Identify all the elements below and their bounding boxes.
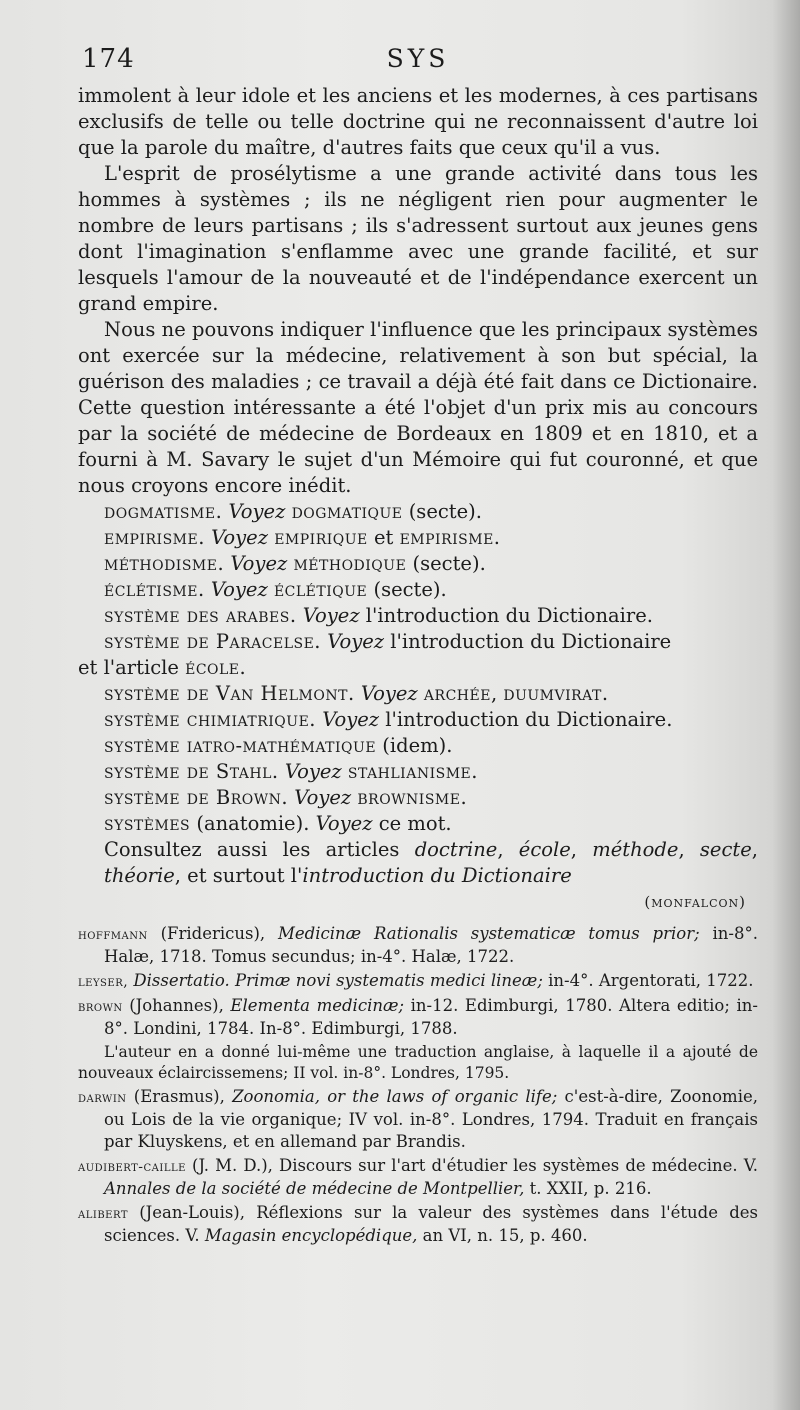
xref-target: stahlianisme. <box>347 760 478 783</box>
separator: , <box>678 838 700 861</box>
bib-text: (Fridericus), <box>147 924 278 943</box>
xref-voyez: Voyez <box>294 786 352 809</box>
bib-text: (J. M. D.), Discours sur l'art d'étudier les systèmes de médecine. V. <box>185 1156 758 1175</box>
bib-rest: t. XXII, p. 216. <box>524 1179 652 1198</box>
bib-entry-hoffmann <box>78 923 758 968</box>
bib-author: leyser, <box>78 974 129 990</box>
xref-voyez: Voyez <box>211 526 268 549</box>
xref-rest: (secte). <box>367 578 447 601</box>
bib-rest: an VI, n. 15, p. 460. <box>417 1226 588 1245</box>
paragraph-2: L'esprit de prosélytisme a une grande activité dans tous les hommes à systèmes ; ils ne négligent rien pour augmenter le nombre de leurs partisans ; ils s'adressent surtout aux jeunes gens dont l'imagination s'enflamme avec une grande facilité, et sur lesquels l'amour de la nouveauté et de l'indépendance exercent un grand empire. <box>78 162 758 315</box>
xref-rest: l'introduction du Dictionaire <box>384 630 672 653</box>
xref-target-2: empirisme. <box>399 526 501 549</box>
xref-rest: (secte). <box>406 552 486 575</box>
xref-term: empirisme. <box>104 526 205 549</box>
bib-title: Zoonomia, or the laws of organic life; <box>232 1087 558 1106</box>
bib-entry-darwin <box>78 1086 758 1153</box>
separator: , et surtout l' <box>174 864 303 887</box>
xref-term: système de Brown. <box>104 786 289 809</box>
xref-rest: et <box>367 526 400 549</box>
bib-author: hoffmann <box>78 927 148 943</box>
xref-term: système de Stahl. <box>104 760 279 783</box>
bib-rest: c'est-à-dire, Zoonomie, ou Lois de la vie organique; IV vol. in-8°. Londres, 1794. Traduit en français par Kluyskens, et en allemand par Brandis. <box>104 1087 758 1151</box>
xref-paracelse <box>78 629 758 655</box>
xref-voyez: Voyez <box>302 604 360 627</box>
xref-rest: l'introduction du Dictionaire. <box>379 708 673 731</box>
page-body <box>78 83 758 1249</box>
xref-term: système chimiatrique. <box>104 708 316 731</box>
running-head: SYS <box>386 44 450 73</box>
xref-methodisme <box>78 551 758 577</box>
xref-rest: , <box>490 682 504 705</box>
xref-term: système de Van Helmont. <box>104 682 355 705</box>
xref-target: dogmatique <box>291 500 403 523</box>
bib-author: brown <box>78 999 123 1015</box>
xref-target: archée <box>423 682 491 705</box>
bib-rest: in-12. Edimburgi, 1780. Altera editio; in-8°. Londini, 1784. In-8°. Edimburgi, 1788. <box>104 996 758 1038</box>
bib-title: Magasin encyclopédique, <box>204 1226 418 1245</box>
xref-term: méthodisme. <box>104 552 225 575</box>
xref-cont-pre: et l'article <box>78 656 186 679</box>
separator: , <box>570 838 593 861</box>
xref-rest: (idem). <box>376 734 453 757</box>
page-edge-shadow <box>772 0 800 1410</box>
xref-voyez: Voyez <box>228 500 286 523</box>
bib-note-brown: L'auteur en a donné lui-même une traduction anglaise, à laquelle il a ajouté de nouveaux éclaircissemens; II vol. in-8°. Londres, 1795. <box>78 1043 758 1082</box>
consultez-paragraph <box>78 837 758 889</box>
xref-arabes <box>78 603 758 629</box>
consultez-lead: Consultez aussi les articles <box>104 838 415 861</box>
xref-stahl <box>78 759 758 785</box>
separator: , <box>497 838 519 861</box>
bibliography <box>78 923 758 1247</box>
bib-entry-audibert-caille <box>78 1155 758 1200</box>
xref-voyez: Voyez <box>284 760 342 783</box>
bib-author: audibert-caille <box>78 1159 186 1175</box>
xref-rest: (anatomie). <box>190 812 310 835</box>
article-doctrine: doctrine <box>414 838 498 861</box>
bib-author: darwin <box>78 1090 127 1106</box>
bib-title: Elementa medicinæ; <box>230 996 405 1015</box>
xref-cont-term: école. <box>185 656 247 679</box>
author-signature: (monfalcon) <box>644 893 746 911</box>
xref-rest: l'introduction du Dictionaire. <box>359 604 653 627</box>
xref-term: dogmatisme. <box>104 500 223 523</box>
bib-title: Medicinæ Rationalis systematicæ tomus prior; <box>278 924 700 943</box>
bib-entry-brown <box>78 995 758 1040</box>
separator: , <box>751 838 758 861</box>
xref-anatomie <box>78 811 758 837</box>
paragraph-3: Nous ne pouvons indiquer l'influence que les principaux systèmes ont exercée sur la médecine, relativement à son but spécial, la guérison des maladies ; ce travail a déjà été fait dans ce Dictionaire. Cette question intéressante a été l'objet d'un prix mis au concours par la société de médecine de Bordeaux en 1809 et en 1810, et a fourni à M. Savary le sujet d'un Mémoire qui fut couronné, et que nous croyons encore inédit. <box>78 318 758 497</box>
xref-target: empirique <box>274 526 368 549</box>
bib-rest: in-8°. Halæ, 1718. Tomus secundus; in-4°. Halæ, 1722. <box>104 924 758 966</box>
bib-text: (Erasmus), <box>126 1087 233 1106</box>
article-methode: méthode <box>592 838 679 861</box>
xref-target: brownisme. <box>357 786 468 809</box>
xref-target: méthodique <box>293 552 407 575</box>
xref-empirisme <box>78 525 758 551</box>
page-number: 174 <box>82 44 135 74</box>
bib-title: Annales de la société de médecine de Montpellier, <box>104 1179 525 1198</box>
xref-chimiatrique <box>78 707 758 733</box>
xref-term: systèmes <box>104 812 191 835</box>
page-header <box>82 44 754 80</box>
xref-voyez: Voyez <box>360 682 418 705</box>
article-theorie: théorie <box>104 864 175 887</box>
xref-after: ce mot. <box>372 812 452 835</box>
xref-voyez: Voyez <box>315 812 373 835</box>
xref-rest: (secte). <box>402 500 482 523</box>
xref-dogmatisme <box>78 499 758 525</box>
xref-term: éclétisme. <box>104 578 205 601</box>
cross-references <box>78 499 758 915</box>
bib-text: (Jean-Louis), Réflexions sur la valeur des systèmes dans l'étude des sciences. V. <box>104 1203 758 1245</box>
article-secte: secte <box>699 838 752 861</box>
bib-title: Dissertatio. Primæ novi systematis medici lineæ; <box>133 971 543 990</box>
xref-term: système iatro-mathématique <box>104 734 377 757</box>
bib-rest: in-4°. Argentorati, 1722. <box>542 971 754 990</box>
bib-entry-leyser <box>78 970 758 993</box>
bib-author: alibert <box>78 1206 128 1222</box>
xref-brown <box>78 785 758 811</box>
bib-entry-alibert <box>78 1202 758 1247</box>
xref-target-2: duumvirat. <box>503 682 609 705</box>
xref-voyez: Voyez <box>210 578 268 601</box>
xref-target: éclétique <box>273 578 368 601</box>
paragraph-1: immolent à leur idole et les anciens et les modernes, à ces partisans exclusifs de telle ou telle doctrine qui ne reconnaissent d'autre loi que la parole du maître, d'autres faits que ceux qu'il a vus. <box>78 84 758 159</box>
xref-voyez: Voyez <box>322 708 380 731</box>
xref-voyez: Voyez <box>327 630 385 653</box>
xref-iatro-mathematique <box>78 733 758 759</box>
article-ecole: école <box>518 838 571 861</box>
xref-van-helmont <box>78 681 758 707</box>
xref-paracelse-continuation <box>78 655 758 681</box>
xref-term: système de Paracelse. <box>104 630 321 653</box>
xref-ecletisme <box>78 577 758 603</box>
main-text <box>78 83 758 499</box>
article-introduction: introduction du Dictionaire <box>302 864 572 887</box>
xref-voyez: Voyez <box>230 552 288 575</box>
xref-term: système des arabes. <box>104 604 297 627</box>
bib-text: (Johannes), <box>122 996 231 1015</box>
